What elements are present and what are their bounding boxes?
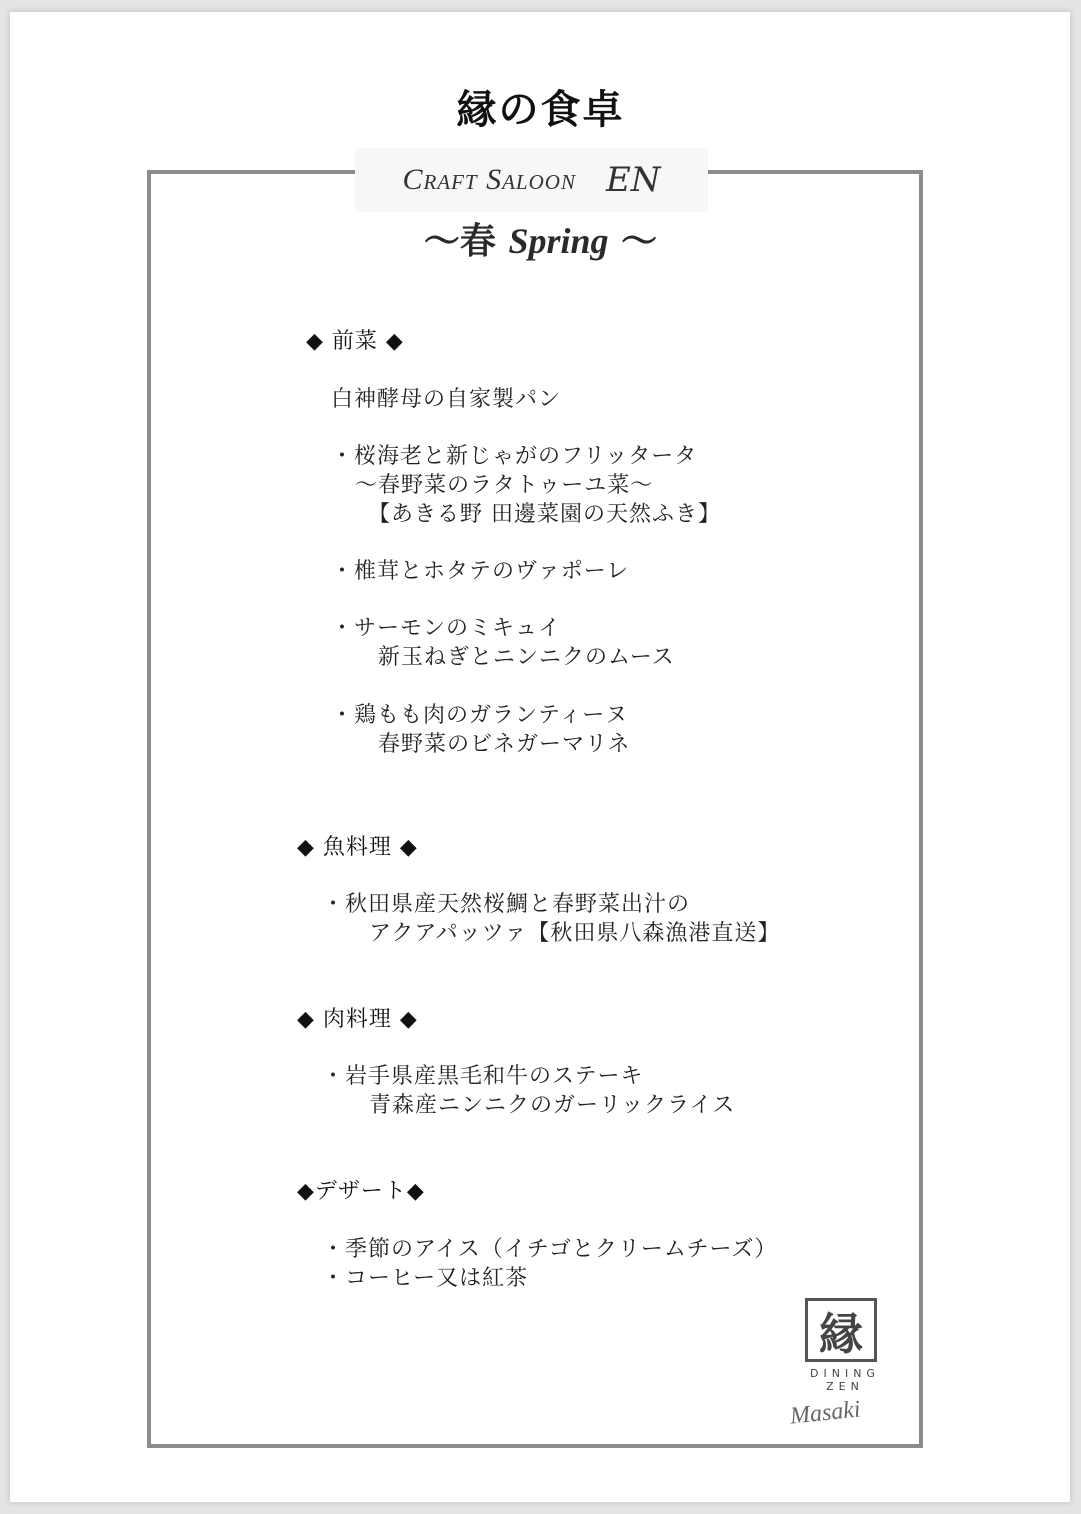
menu-item-sub: ～春野菜のラタトゥーユ菜～ — [355, 473, 654, 498]
brand-en: EN — [605, 160, 661, 200]
logo-dining: DINING — [810, 1367, 880, 1380]
menu-item: ・サーモンのミキュイ — [331, 616, 562, 641]
menu-item: ・コーヒー又は紅茶 — [322, 1266, 529, 1291]
heading-dessert: ◆デザート◆ — [297, 1179, 425, 1204]
season-prefix: ～春 — [423, 220, 496, 262]
menu-item-sub: 【あきる野 田邊菜園の天然ふき】 — [368, 502, 721, 527]
page-title: 縁の食卓 — [456, 86, 625, 133]
menu-item-sub: アクアパッツァ【秋田県八森漁港直送】 — [369, 921, 781, 946]
heading-meat: ◆ 肉料理 ◆ — [297, 1007, 418, 1032]
brand-banner — [355, 148, 708, 212]
dining-zen-logo — [805, 1298, 885, 1368]
menu-item-sub: 春野菜のビネガーマリネ — [378, 732, 631, 757]
heading-appetizer: ◆ 前菜 ◆ — [306, 329, 404, 354]
menu-item: 白神酵母の自家製パン — [331, 387, 562, 412]
menu-item: ・椎茸とホタテのヴァポーレ — [331, 559, 630, 584]
season-spring: Spring — [508, 221, 609, 261]
menu-item: ・季節のアイス（イチゴとクリームチーズ） — [322, 1237, 778, 1262]
logo-zen: ZEN — [826, 1380, 864, 1393]
menu-item: ・岩手県産黒毛和牛のステーキ — [322, 1064, 644, 1089]
logo-mark-icon: 縁 — [805, 1298, 877, 1362]
menu-item: ・桜海老と新じゃがのフリッタータ — [331, 444, 698, 469]
logo-signature: Masaki — [788, 1396, 862, 1430]
season-title — [0, 213, 1081, 264]
heading-fish: ◆ 魚料理 ◆ — [297, 835, 418, 860]
season-suffix: ～ — [621, 220, 658, 262]
logo-text — [800, 1367, 890, 1393]
menu-item-sub: 新玉ねぎとニンニクのムース — [378, 645, 675, 670]
menu-item: ・秋田県産天然桜鯛と春野菜出汁の — [322, 892, 691, 917]
menu-item: ・鶏もも肉のガランティーヌ — [331, 703, 629, 728]
brand-name: Craft Saloon — [402, 163, 576, 196]
menu-item-sub: 青森産ニンニクのガーリックライス — [369, 1093, 736, 1118]
